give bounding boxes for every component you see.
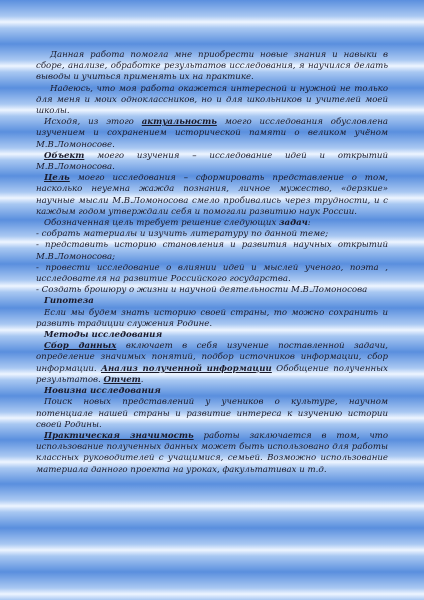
task-item-3: - провести исследование о влиянии идей и мыслей ученого, поэта , исследователя на развитие Российского государства. xyxy=(36,262,388,285)
task-item-2: - представить историю становления и развития научных открытий М.В.Ломоносова; xyxy=(36,240,388,262)
heading-hypothesis xyxy=(36,296,388,307)
practical-text: работы заключается в том, что использование полученных данных может быть использовано для работы классных руководителей с учащимися, семьей. Возможно использование материала данного проекта на уроках, факультативах и т.д. xyxy=(36,430,388,475)
paragraph-hope: Надеюсь, что моя работа окажется интересной и нужной не только для меня и моих одноклассников, но и для школьников и учителей моей школы. xyxy=(36,83,388,117)
tasks-term: задач xyxy=(279,218,308,229)
paragraph-relevance xyxy=(36,117,388,151)
practical-term: Практическая значимость xyxy=(44,430,194,441)
methods-term-collect: Сбор данных xyxy=(44,341,117,352)
heading-novelty xyxy=(36,386,388,397)
heading-novelty-text: Новизна исследования xyxy=(44,386,161,397)
methods-text-collect: включает в себя изучение поставленной задачи, определение значимых понятий, подбор источников информации, сбор информации. xyxy=(36,341,388,374)
relevance-prefix: Исходя, из этого xyxy=(44,117,142,128)
methods-term-report: Отчет xyxy=(103,374,141,385)
paragraph-goal xyxy=(36,173,388,218)
paragraph-methods xyxy=(36,341,388,386)
heading-methods-text: Методы исследования xyxy=(44,330,163,341)
tasks-colon: : xyxy=(307,218,311,229)
paragraph-object xyxy=(36,151,388,173)
methods-text-report: . xyxy=(140,374,144,385)
paragraph-intro: Данная работа помогла мне приобрести новые знания и навыки в сборе, анализе, обработке результатов исследования, я научился делать выводы и учиться применять их на практике. xyxy=(36,50,388,83)
paragraph-hypothesis: Если мы будем знать историю своей страны, то можно сохранить и развить традиции служения Родине. xyxy=(36,307,388,329)
object-text: моего изучения – исследование идей и открытий М.В.Ломоносова. xyxy=(36,150,388,173)
heading-hypothesis-text: Гипотеза xyxy=(44,296,94,307)
tasks-prefix: Обозначенная цель требует решение следующих xyxy=(44,218,280,229)
document-body xyxy=(36,50,388,476)
methods-text-analysis: Обобщение полученных результатов. xyxy=(36,363,388,385)
paragraph-practical xyxy=(36,431,388,476)
methods-term-analysis: Анализ полученной информации xyxy=(101,363,272,374)
goal-term: Цель xyxy=(44,173,70,184)
relevance-text: моего исследования обусловлена изучением и сохранением исторической памяти о великом учёном М.В.Ломоносове. xyxy=(36,117,388,150)
paragraph-tasks xyxy=(36,218,388,229)
goal-text: моего исследования – сформировать представление о том, насколько неуемна жажда познания, личное мужество, «дерзкие» научные мысли М.В.Ломоносова смело пробивались через трудности, и с каждым годом утверждали себя и помогали развитию наук России. xyxy=(36,173,388,217)
paragraph-novelty: Поиск новых представлений у учеников о культуре, научном потенциале нашей страны и развитие интереса к изучению истории своей Родины. xyxy=(36,397,388,430)
task-item-4: - Создать брошюру о жизни и научной деятельности М.В.Ломоносова xyxy=(36,285,368,296)
object-term: Объект xyxy=(44,150,85,161)
relevance-term: актуальность xyxy=(141,117,217,128)
task-item-1: - собрать материалы и изучить литературу по данной теме; xyxy=(36,229,329,240)
heading-methods xyxy=(36,330,388,341)
